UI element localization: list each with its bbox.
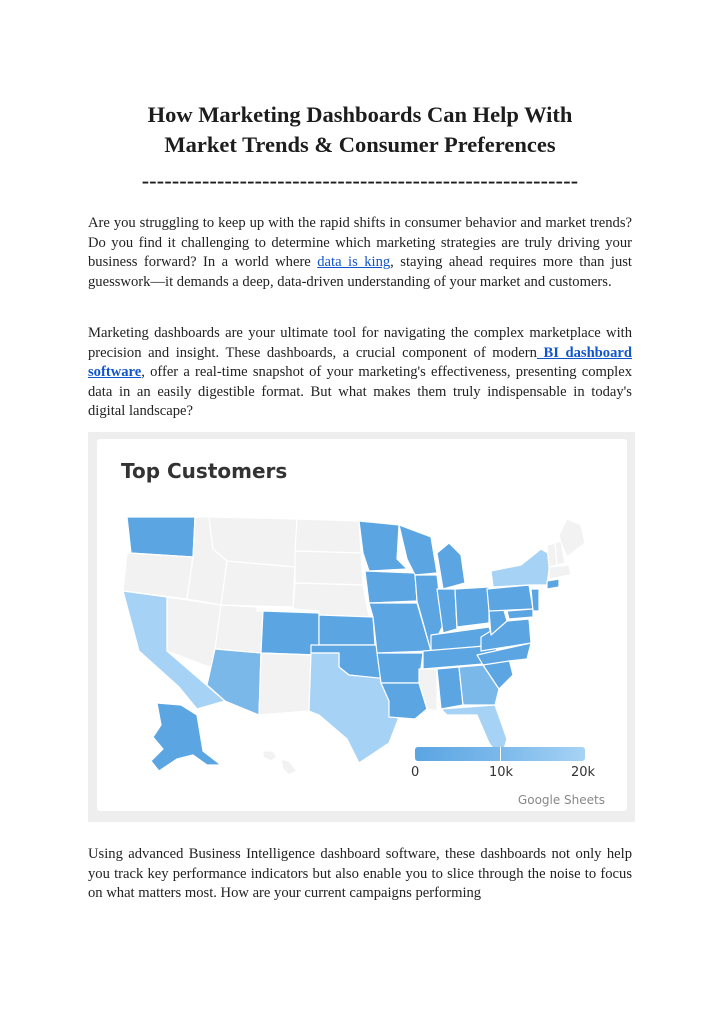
state-maryland bbox=[507, 609, 533, 619]
chart-title: Top Customers bbox=[121, 459, 288, 483]
paragraph-bi-software: Using advanced Business Intelligence dashboard software, these dashboards not only help you track key performance indicators but also enable you to slice through the noise to focus on what matters most. How are your current campaigns performing bbox=[88, 846, 632, 901]
legend-max-label: 20k bbox=[571, 765, 596, 780]
state-north-dakota bbox=[295, 519, 361, 553]
intro-text-before: Are you struggling to keep up with the rapid shifts in consumer behavior and market trends? Do you find it challenging to determine which marketing strategies are truly driving your business forward? In a world where bbox=[88, 215, 632, 270]
state-connecticut bbox=[547, 579, 559, 589]
state-new-jersey bbox=[531, 589, 539, 611]
article-title bbox=[88, 100, 632, 160]
state-michigan bbox=[437, 543, 465, 589]
intro-text-after: , staying ahead requires more than just guesswork—it demands a deep, data-driven understanding of your market and customers. bbox=[88, 254, 632, 290]
bi-dashboard-software-link[interactable]: BI dashboard software bbox=[88, 344, 632, 380]
paragraph-intro bbox=[88, 214, 632, 292]
source-label: Google Sheets bbox=[517, 793, 605, 807]
legend-min-label: 0 bbox=[411, 765, 420, 780]
state-iowa bbox=[365, 571, 417, 603]
legend-mid-label: 10k bbox=[489, 765, 514, 780]
title-line-2: Market Trends & Consumer Preferences bbox=[164, 132, 556, 157]
section-divider: ---------------------------------------------------------- bbox=[141, 168, 579, 193]
state-hawaii bbox=[263, 751, 297, 775]
map-card bbox=[97, 439, 627, 811]
state-new-york bbox=[491, 549, 551, 587]
state-south-dakota bbox=[295, 551, 363, 585]
top-customers-figure bbox=[88, 432, 635, 822]
state-wyoming bbox=[221, 561, 295, 607]
state-kansas bbox=[319, 615, 375, 645]
state-utah bbox=[215, 605, 263, 653]
state-pennsylvania bbox=[487, 585, 533, 611]
state-washington bbox=[127, 517, 195, 557]
paragraph-dashboards bbox=[88, 324, 632, 422]
dashboards-text-before: Marketing dashboards are your ultimate tool for navigating the complex marketplace with precision and insight. These dashboards, a crucial component of modern bbox=[88, 325, 632, 361]
state-alaska bbox=[151, 703, 221, 771]
state-massachusetts bbox=[549, 565, 571, 579]
title-line-1: How Marketing Dashboards Can Help With bbox=[147, 102, 573, 127]
data-is-king-link[interactable]: data is king bbox=[317, 254, 391, 270]
state-ohio bbox=[455, 587, 489, 627]
legend-mid-tick bbox=[500, 747, 501, 761]
dashboards-text-after: , offer a real-time snapshot of your marketing's effectiveness, presenting complex data in an easily digestible format. But what makes them truly indispensable in today's digital landscape? bbox=[88, 364, 632, 419]
state-new-mexico bbox=[259, 653, 311, 715]
state-colorado bbox=[261, 611, 319, 655]
state-arkansas bbox=[377, 653, 423, 683]
state-arizona bbox=[207, 649, 261, 715]
